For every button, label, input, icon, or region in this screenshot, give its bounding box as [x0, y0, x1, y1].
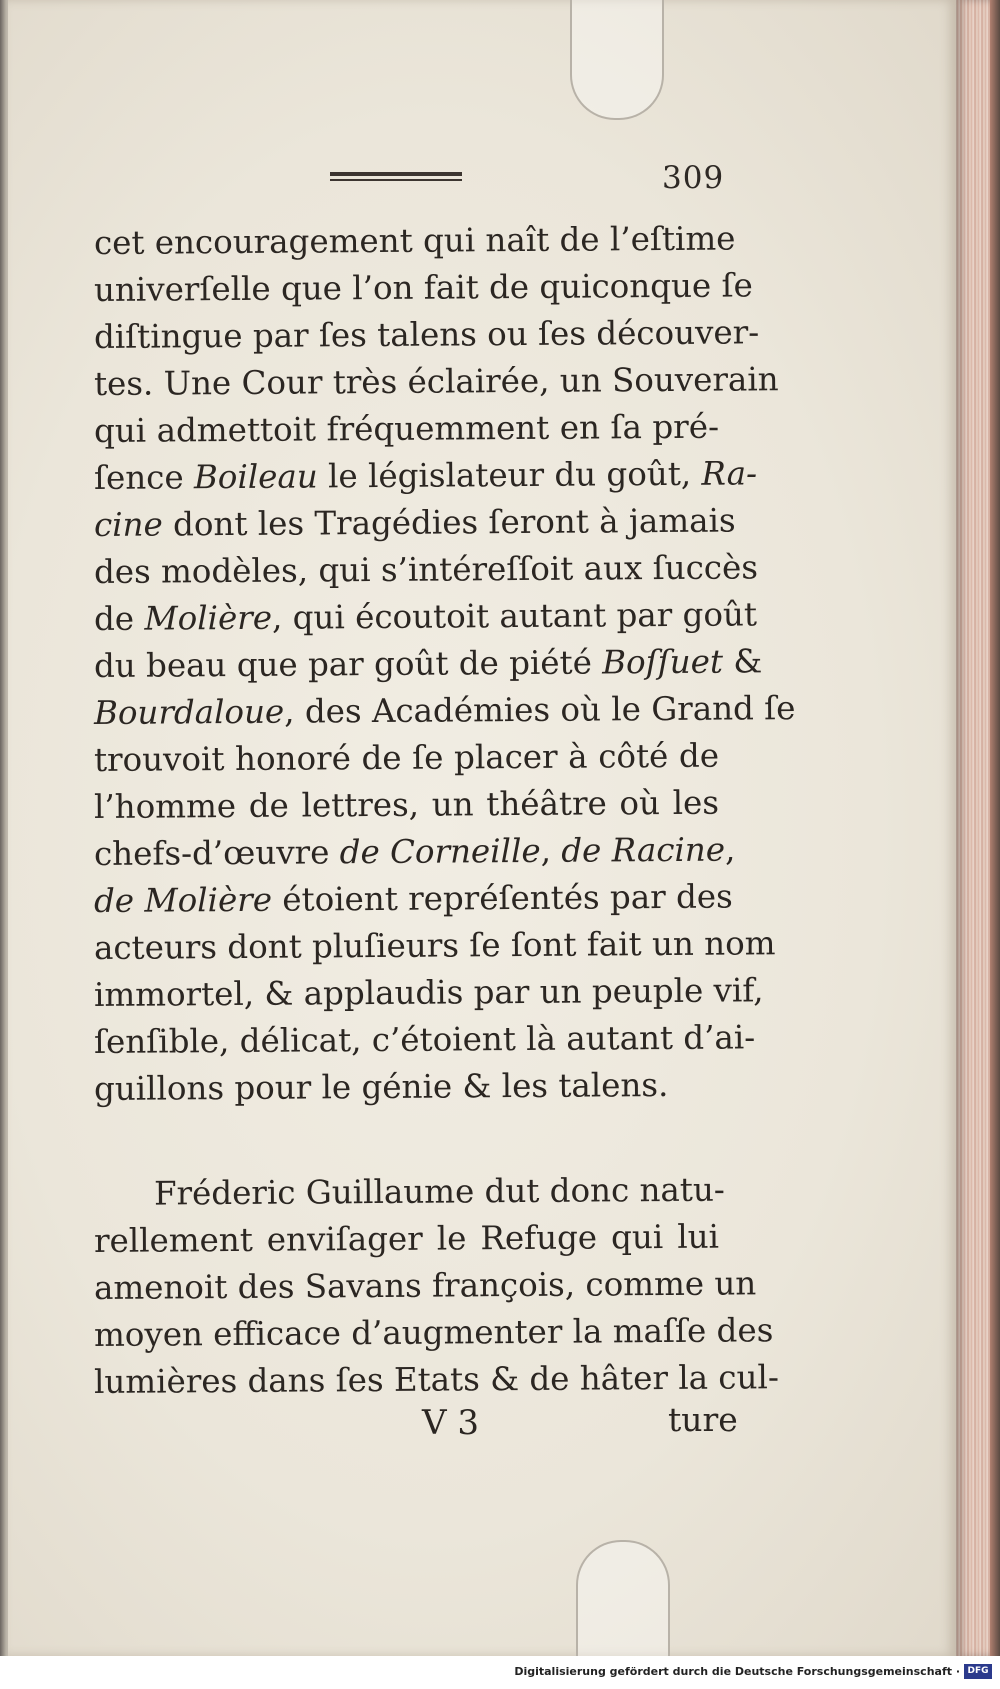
name-moliere: Molière — [144, 598, 273, 638]
text-line: des modèles, qui s’intéreſſoit aux ſuccès — [93, 548, 759, 591]
footer-bar — [0, 1656, 1000, 1689]
text-line: moyen efficace d’augmenter la maſſe des — [93, 1311, 774, 1354]
name-boileau: Boileau — [193, 457, 318, 497]
text-line: univerſelle que l’on fait de quiconque ſe — [93, 266, 753, 309]
dfg-logo: DFG — [964, 1664, 992, 1679]
text-line: Bourdaloue, des Académies où le Grand ſe — [93, 689, 796, 732]
text-line: rellement enviſager le Refuge qui lui — [93, 1217, 720, 1260]
text-line: chefs-d’œuvre de Corneille, de Racine, — [93, 830, 736, 873]
text-line: trouvoit honoré de ſe placer à côté de — [93, 736, 720, 779]
name-bourdaloue: Bourdaloue — [93, 692, 285, 732]
body-text — [93, 219, 796, 1406]
paragraph-gap — [94, 1113, 719, 1171]
text-line: acteurs dont pluſieurs ſe ſont fait un nom — [93, 924, 776, 967]
text-line: lumières dans ſes Etats & de hâter la cul- — [93, 1358, 780, 1401]
binding-shadow — [990, 0, 1000, 1656]
text-line: qui admettoit fréquemment en ſa pré- — [93, 407, 720, 450]
text-line: tes. Une Cour très éclairée, un Souverain — [93, 360, 779, 403]
text-line: ſence Boileau le législateur du goût, Ra- — [93, 454, 758, 497]
text-line: guillons pour le génie & les talens. — [93, 1065, 669, 1108]
text-line: ſenſible, délicat, c’étoient là autant d’ai- — [93, 1018, 756, 1061]
text-line: du beau que par goût de piété Boſſuet & — [93, 642, 763, 685]
text-line: amenoit des Savans françois, comme un — [93, 1264, 757, 1307]
name-corneille: de Corneille — [339, 831, 541, 872]
name-racine: de Racine — [561, 830, 726, 870]
text-line: Fréderic Guillaume dut donc natu- — [153, 1170, 725, 1213]
text-line: de Molière, qui écoutoit autant par goût — [93, 595, 758, 638]
name-bossuet: Boſſuet — [602, 642, 724, 682]
footer-credit: Digitalisierung gefördert durch die Deutsche Forschungsgemeinschaft · — [514, 1665, 960, 1678]
header-rule — [330, 172, 462, 182]
text-line: l’homme de lettres, un théâtre où les — [93, 783, 720, 826]
page-number: 309 — [662, 160, 725, 196]
text-line: cet encouragement qui naît de l’eſtime — [93, 219, 736, 262]
signature-mark: V 3 — [422, 1403, 479, 1443]
catchword: ture — [668, 1400, 738, 1439]
text-line: cine dont les Tragédies ſeront à jamais — [93, 501, 736, 544]
text-line: immortel, & applaudis par un peuple vif, — [93, 971, 764, 1014]
name-moliere-2: de Molière — [93, 880, 273, 920]
page-clip-top — [570, 0, 664, 120]
text-line: de Molière étoient repréſentés par des — [93, 877, 733, 920]
text-line: diſtingue par ſes talens ou ſes découver- — [93, 313, 760, 356]
